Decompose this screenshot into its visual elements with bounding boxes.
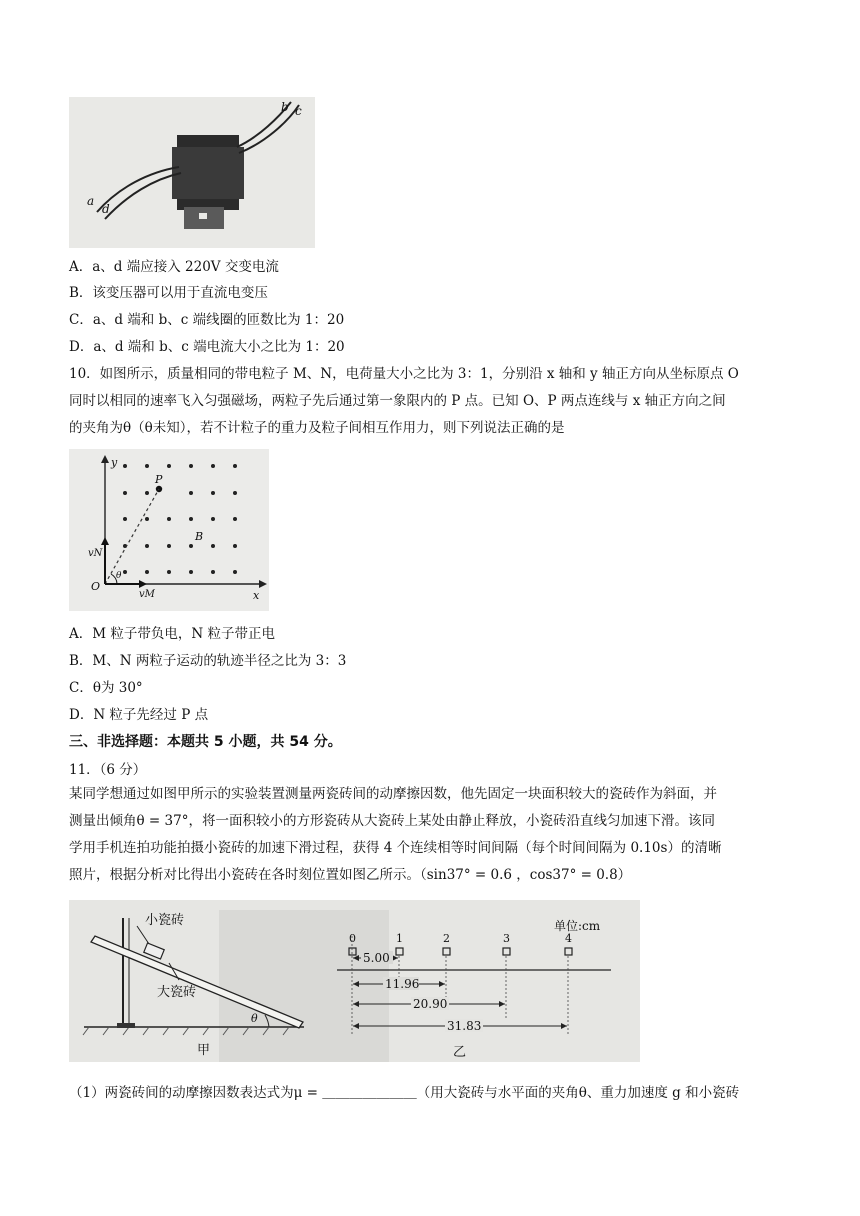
q9-option-d: D．a、d 端和 b、c 端电流大小之比为 1：20 (69, 339, 345, 355)
label-a: a (87, 194, 95, 208)
q10-stem (69, 361, 793, 442)
q11-stem-line: 学用手机连拍功能拍摄小瓷砖的加速下滑过程，获得 4 个连续相等时间间隔（每个时间间隔为 0.10s）的清晰 (69, 840, 722, 856)
label-b: b (281, 100, 289, 114)
origin-label: O (91, 580, 101, 593)
distance-03: 20.90 (413, 997, 448, 1011)
vm-label: vM (139, 589, 155, 600)
axis-y-label: y (111, 456, 118, 469)
transformer-drawing (69, 97, 315, 248)
q9-option-b: B．该变压器可以用于直流电变压 (69, 285, 268, 301)
q10-stem-line: 10．如图所示，质量相同的带电粒子 M、N，电荷量大小之比为 3：1，分别沿 x 轴和 y 轴正方向从坐标原点 O (69, 366, 739, 382)
experiment-diagram (69, 900, 640, 1062)
q10-stem-line: 的夹角为θ（θ未知），若不计粒子的重力及粒子间相互作用力，则下列说法正确的是 (69, 420, 565, 436)
q10-option-a: A．M 粒子带负电，N 粒子带正电 (69, 626, 275, 642)
q10-stem-line: 同时以相同的速率飞入匀强磁场，两粒子先后通过第一象限内的 P 点。已知 O、P 两点连线与 x 轴正方向之间 (69, 393, 726, 409)
q11-sub1: （1）两瓷砖间的动摩擦因数表达式为μ = ＿＿＿＿＿＿＿（用大瓷砖与水平面的夹角θ、重力加速度 g 和小瓷砖 (69, 1085, 740, 1101)
theta-label: θ (116, 571, 122, 581)
big-tile-label: 大瓷砖 (157, 985, 197, 1000)
point-0-label: 0 (349, 932, 356, 945)
distance-02: 11.96 (385, 977, 420, 991)
q11-stem-line: 某同学想通过如图甲所示的实验装置测量两瓷砖间的动摩擦因数，他先固定一块面积较大的瓷砖作为斜面，并 (69, 786, 717, 802)
q10-option-c: C．θ为 30° (69, 680, 143, 696)
caption-yi: 乙 (453, 1045, 467, 1060)
q11-number: 11．（6 分） (69, 762, 147, 778)
q10-option-d: D．N 粒子先经过 P 点 (69, 707, 209, 723)
point-3-label: 3 (503, 932, 510, 945)
caption-jia: 甲 (197, 1043, 211, 1058)
vn-label: vN (88, 548, 103, 559)
q11-stem-line: 测量出倾角θ = 37°，将一面积较小的方形瓷砖从大瓷砖上某处由静止释放，小瓷砖沿直线匀加速下滑。该同 (69, 813, 715, 829)
small-tile-label: 小瓷砖 (145, 913, 185, 928)
p-label: P (155, 473, 163, 486)
field-diagram (69, 449, 269, 611)
experiment-figure (69, 900, 640, 1062)
magnetic-field-figure (69, 449, 269, 611)
transformer-photo (69, 97, 315, 248)
point-2-label: 2 (443, 932, 450, 945)
q11-stem-line: 照片，根据分析对比得出小瓷砖在各时刻位置如图乙所示。（sin37° = 0.6 ，cos37° = 0.8） (69, 867, 632, 883)
point-4-label: 4 (565, 932, 572, 945)
unit-label: 单位:cm (554, 919, 601, 933)
q9-option-a: A．a、d 端应接入 220V 交变电流 (69, 259, 279, 275)
q10-option-b: B．M、N 两粒子运动的轨迹半径之比为 3：3 (69, 653, 347, 669)
b-label: B (195, 530, 204, 543)
q11-stem (69, 781, 793, 889)
label-d: d (102, 202, 110, 216)
q9-option-c: C．a、d 端和 b、c 端线圈的匝数比为 1：20 (69, 312, 345, 328)
label-c: c (295, 104, 302, 118)
distance-04: 31.83 (447, 1019, 482, 1033)
incline-theta-label: θ (251, 1012, 258, 1025)
section-3-heading: 三、非选择题：本题共 5 小题，共 54 分。 (69, 734, 342, 750)
axis-x-label: x (253, 589, 260, 602)
distance-01: 5.00 (363, 951, 390, 965)
point-1-label: 1 (396, 932, 403, 945)
